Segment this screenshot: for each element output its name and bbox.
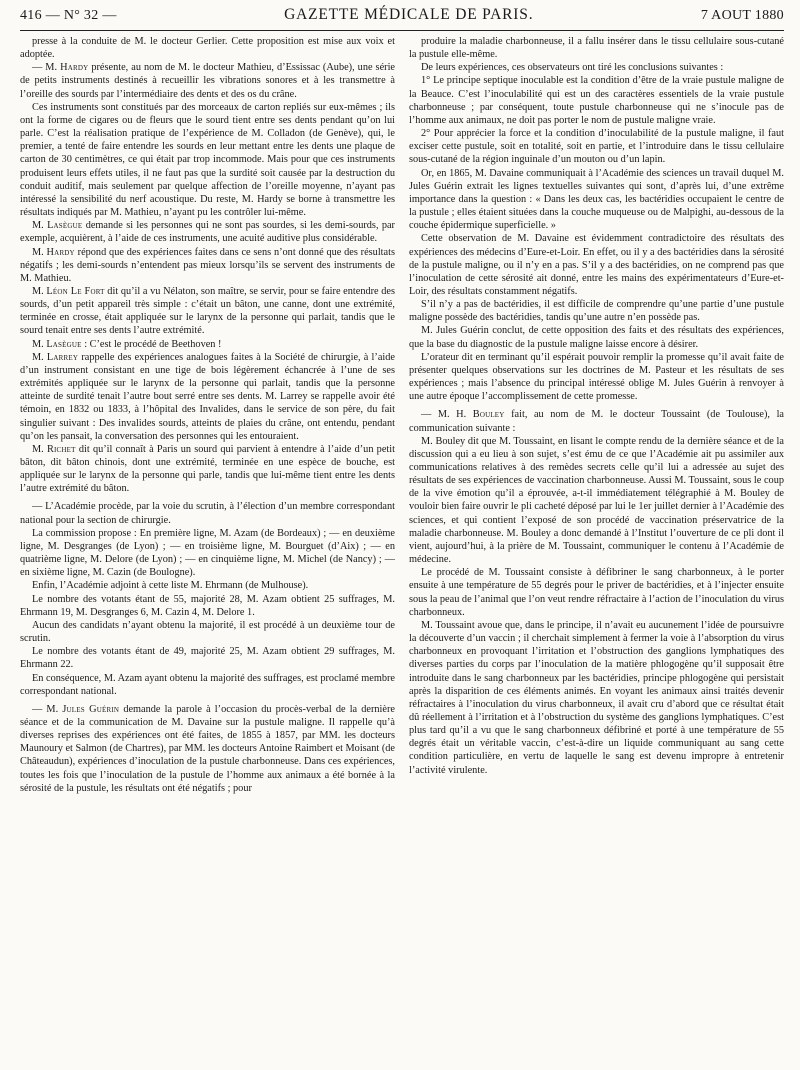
paragraph-text: présente, au nom de M. le docteur Mathieu, d’Essissac (Aube), une série de petits instruments destinés à recueillir les vibrations sonores et à les transmettre à l’oreille des sourds par l’intermédiaire des dents et des os du crâne. xyxy=(20,62,395,100)
speaker-prefix: M. xyxy=(32,351,47,363)
paragraph xyxy=(409,619,784,777)
speaker-prefix: — M. xyxy=(32,62,61,74)
paragraph xyxy=(409,324,784,350)
right-column xyxy=(409,35,784,1061)
speaker-prefix: — M. xyxy=(32,703,63,715)
paragraph xyxy=(20,527,395,580)
paragraph xyxy=(20,61,395,100)
paragraph-text: fait, au nom de M. le docteur Toussaint (de Toulouse), la communication suivante : xyxy=(409,409,784,434)
paragraph-text: Le nombre des votants étant de 55, majorité 28, M. Azam obtient 25 suffrages, M. Ehrmann 19, M. Desgranges 6, M. Cazin 4, M. Delore 1. xyxy=(20,593,395,618)
paragraph-text: De leurs expériences, ces observateurs ont tiré les conclusions suivantes : xyxy=(421,62,724,74)
paragraph-text: répond que des expériences faites dans ce sens n’ont donné que des résultats négatifs ; les demi-sourds n’entendent pas mieux lorsqu’ils se servent des instruments de M. Mathieu. xyxy=(20,246,395,284)
paragraph xyxy=(409,74,784,127)
page-header xyxy=(20,6,784,28)
journal-title: GAZETTE MÉDICALE DE PARIS. xyxy=(284,6,534,23)
issue-date: 7 AOUT 1880 xyxy=(700,8,784,23)
paragraph xyxy=(409,435,784,567)
paragraph xyxy=(20,219,395,245)
speaker-prefix: — M. H. xyxy=(421,409,473,421)
speaker-prefix: M. xyxy=(32,338,47,350)
paragraph-text: Le procédé de M. Toussaint consiste à défibriner le sang charbonneux, à le porter ensuite à une température de 55 degrés pour le priver de bactéridies, et à l’injecter ensuite sous la peau de l’animal que l’on veut rendre réfractaire à l’action de l’inoculation du virus charbonneux. xyxy=(409,567,784,618)
paragraph xyxy=(20,593,395,619)
paragraph-text: Ces instruments sont constitués par des morceaux de carton repliés sur eux-mêmes ; ils ont la forme de cigares ou de fleurs que le sourd tient entre ses dents pendant qu’on lui parle. C’est la réalisation pratique de l’expérience de M. Colladon (de Genève), qui, le premier, a tenté de faire entendre les sourds en leur mettant entre les dents une plaque de carton de 30 centimètres, ce qui était par trop incommode. Mais pour que ces instruments produisent leurs effets utiles, il ne faut pas que la surdité soit causée par la destruction du conduit auditif, mais seulement par quelque affection de l’oreille moyenne, n’ayant pas intéressé la sensibilité du nerf acoustique. Du reste, M. Hardy se borne à transmettre les résultats indiqués par M. Mathieu, n’ayant pu les contrôler lui-même. xyxy=(20,101,395,219)
page-number-and-issue: 416 — N° 32 — xyxy=(20,8,117,23)
speaker-name: Jules Guérin xyxy=(62,703,120,715)
paragraph-text: rappelle des expériences analogues faites à la Société de chirurgie, à l’aide d’un instrument consistant en une tige de bois légèrement échancrée à l’une de ses extrémités appliquée sur le larynx de la personne qui parlait, tandis que la personne atteinte de surdité tenait l’autre bout serré entre ses dents. M. Larrey se rappelle avoir été témoin, en 1832 ou 1833, à l’hôpital des Invalides, dans le service de son père, du fait singulier suivant : Des invalides sourds, atteints de plaies du crâne, ont entendu, pendant qu’on les pansait, la conversation des personnes qui les entouraient. xyxy=(20,351,395,442)
paragraph-text: Or, en 1865, M. Davaine communiquait à l’Académie des sciences un travail duquel M. Jules Guérin extrait les lignes textuelles suivantes qui sont, d’après lui, d’une extrême importance dans la question : « Dans les deux cas, les bactéridies occupaient le centre de la pustule ; elles étaient situées dans la couche muqueuse ou de Malpighi, au-dessous de la couche épidermique superficielle. » xyxy=(409,167,784,232)
paragraph-text: presse à la conduite de M. le docteur Gerlier. Cette proposition est mise aux voix et adoptée. xyxy=(20,36,395,61)
speaker-name: Léon Le Fort xyxy=(46,285,105,297)
paragraph-text: produire la maladie charbonneuse, il a fallu insérer dans le tissu cellulaire sous-cutané la pustule elle-même. xyxy=(409,36,784,61)
paragraph-text: demande la parole à l’occasion du procès-verbal de la dernière séance et de la communication de M. Davaine sur la pustule maligne. Il rappelle qu’à diverses reprises des expériences ont été faites, de 1855 à 1857, par MM. les docteurs Maunoury et Salmon (de Chartres), par MM. les docteurs Antoine Raimbert et Moisant (de Châteaudun), expériences d’inoculation de la pustule charbonneuse. Dans ces expériences, toutes les fois que l’inoculation de la pustule de l’homme aux animaux a été bornée à la sérosité de la pustule, les résultats ont été négatifs ; pour xyxy=(20,703,395,794)
speaker-name: Hardy xyxy=(46,246,75,258)
paragraph xyxy=(409,566,784,619)
left-column xyxy=(20,35,395,1061)
paragraph xyxy=(20,579,395,592)
paragraph-text: 1° Le principe septique inoculable est la condition d’être de la vraie pustule maligne de la Beauce. C’est l’inoculabilité qui est un des caractères essentiels de la vraie pustule charbonneuse ; par conséquent, toute pustule charbonneuse qui ne s’inocule pas de l’homme aux animaux, ne doit pas porter le nom de pustule maligne vraie. xyxy=(409,75,784,126)
speaker-name: Bouley xyxy=(472,409,505,421)
paragraph-text: Enfin, l’Académie adjoint à cette liste M. Ehrmann (de Mulhouse). xyxy=(32,580,309,592)
paragraph-text: Cette observation de M. Davaine est évidemment contradictoire des résultats des expériences des médecins d’Eure-et-Loir. En effet, ou il y a des bactéridies dans la sérosité de la pustule maligne, ou il n’y en a pas. S’il y a des bactéridies, on ne comprend pas que l’inoculation de cette sérosité ait donné, entre les mains des expérimentateurs d’Eure-et-Loir, des résultats constamment négatifs. xyxy=(409,233,784,297)
paragraph-text: Aucun des candidats n’ayant obtenu la majorité, il est procédé à un deuxième tour de scrutin. xyxy=(20,619,395,645)
paragraph-text: L’orateur dit en terminant qu’il espérait pouvoir remplir la promesse qu’il avait faite de présenter quelques observations sur les doctrines de M. Pasteur et les résultats de ses expériences ; mais l’absence du principal intéressé oblige M. Jules Guérin à renvoyer à une autre époque l’accomplissement de cette promesse. xyxy=(409,351,784,403)
paragraph xyxy=(20,500,395,526)
paragraph-text: demande si les personnes qui ne sont pas sourdes, si les demi-sourds, par exemple, acquièrent, à l’aide de ces instruments, une acuité auditive plus considérable. xyxy=(20,220,395,245)
paragraph xyxy=(409,127,784,166)
paragraph xyxy=(409,298,784,324)
paragraph-text: dit qu’il connaît à Paris un sourd qui parvient à entendre à l’aide d’un petit bâton, dit bâton chinois, dont une extrémité, terminée en une espèce de bouche, est appliquée sur le larynx de la personne qui parle, tandis que lui-même tient entre les dents l’autre extrémité du bâton. xyxy=(20,443,395,495)
article-columns xyxy=(20,35,784,1061)
paragraph-text: M. Toussaint avoue que, dans le principe, il n’avait eu aucunement l’idée de poursuivre la découverte d’un vaccin ; il cherchait simplement à fermer la voie à l’absorption du virus charbonneux en provoquant l’irritation et l’obstruction des ganglions lymphatiques des diverses parties du corps par l’inoculation de la matière phlogogène qu’il supposait être introduite dans le sang charbonneux par les bactéridies, principe phlogogène qui persistait après la disparition de ces éléments animés. En voyant les animaux ainsi traités devenir réfractaires à l’inoculation du virus charbonneux, il avait cru d’abord que ce résultat était dû réellement à l’irritation et à l’obstruction du système des ganglions lymphatiques. C’est plus tard qu’il a vu que le sang charbonneux défibriné et porté à une température de 55 degrés était un véritable vaccin, c’est-à-dire un liquide communiquant au sang cette condition particulière, en vertu de laquelle le sang est devenu impropre à entretenir l’activité virulente. xyxy=(409,619,784,776)
paragraph xyxy=(20,443,395,496)
speaker-name: Larrey xyxy=(46,351,79,363)
speaker-prefix: M. xyxy=(32,443,47,455)
paragraph xyxy=(409,167,784,233)
paragraph xyxy=(20,645,395,671)
speaker-prefix: M. xyxy=(32,220,48,232)
paragraph-text: — L’Académie procède, par la voie du scrutin, à l’élection d’un membre correspondant national pour la section de chirurgie. xyxy=(20,501,395,526)
paragraph xyxy=(409,351,784,404)
paragraph-text: M. Bouley dit que M. Toussaint, en lisant le compte rendu de la dernière séance et de la discussion qui a eu lieu à son sujet, s’est ému de ce que l’Académie ait pu assimiler aux communications relatives à des remèdes secrets celle qu’il lui a adressée au sujet des résultats de ses expériences de vaccination charbonneuse. Aussi M. Toussaint, sous le coup de la vive émotion qu’il a éprouvée, a-t-il immédiatement télégraphié à M. Bouley de vouloir bien faire ouvrir le pli cacheté déposé par lui le 1er juillet dernier à l’Académie des sciences, et qui contient l’exposé de son procédé de vaccination préservatrice de la maladie charbonneuse. M. Bouley a donc demandé à l’Institut l’ouverture de ce pli dont il vient, aujourd’hui, à la prière de M. Toussaint, communiquer le contenu à l’Académie de médecine. xyxy=(409,435,784,566)
paragraph-text: Le nombre des votants étant de 49, majorité 25, M. Azam obtient 29 suffrages, M. Ehrmann 22. xyxy=(20,646,395,671)
paragraph xyxy=(20,101,395,219)
paragraph-text: dit qu’il a vu Nélaton, son maître, se servir, pour se faire entendre des sourds, d’un petit appareil très simple : c’était un bâton, une canne, dont une extrémité, terminée en crosse, était appliquée sur le larynx de la personne qui parlait, tandis que le sourd tenait entre ses dents l’autre extrémité. xyxy=(20,285,395,337)
paragraph-text: En conséquence, M. Azam ayant obtenu la majorité des suffrages, est proclamé membre correspondant national. xyxy=(20,672,395,697)
paragraph xyxy=(409,408,784,434)
paragraph xyxy=(409,35,784,61)
paragraph xyxy=(20,672,395,698)
paragraph-text: La commission propose : En première ligne, M. Azam (de Bordeaux) ; — en deuxième ligne, M. Desgranges (de Lyon) ; — en troisième ligne, M. Bourguet (d’Aix) ; — en quatrième ligne, M. Delore (de Lyon) ; — en cinquième ligne, M. Michel (de Nancy) ; — en sixième ligne, M. Cazin (de Boulogne). xyxy=(20,527,395,579)
paragraph-text: S’il n’y a pas de bactéridies, il est difficile de comprendre qu’une partie d’une pustule maligne possède des bactéridies, tandis qu’une autre n’en possède pas. xyxy=(409,299,784,324)
paragraph xyxy=(409,232,784,298)
paragraph xyxy=(20,246,395,285)
paragraph xyxy=(20,285,395,338)
paragraph xyxy=(20,35,395,61)
paragraph-text: : C’est le procédé de Beethoven ! xyxy=(81,338,222,350)
speaker-name: Lasègue xyxy=(47,220,83,232)
header-rule xyxy=(20,30,784,31)
paragraph xyxy=(20,351,395,443)
paragraph xyxy=(20,703,395,795)
speaker-name: Hardy xyxy=(60,62,89,74)
speaker-name: Lasègue xyxy=(46,338,82,350)
paragraph-text: M. Jules Guérin conclut, de cette opposition des faits et des résultats des expériences, que la base du diagnostic de la pustule maligne laisse encore à désirer. xyxy=(409,325,784,350)
paragraph-text: 2° Pour apprécier la force et la condition d’inoculabilité de la pustule maligne, il faut exciser cette pustule, soit en totalité, soit en partie, et l’introduire dans le tissu cellulaire sous-cutané de la région inguinale d’un mouton ou d’un lapin. xyxy=(409,128,784,166)
speaker-name: Richet xyxy=(46,443,76,455)
paragraph xyxy=(20,619,395,645)
paragraph xyxy=(20,338,395,351)
speaker-prefix: M. xyxy=(32,246,47,258)
speaker-prefix: M. xyxy=(32,285,47,297)
paragraph xyxy=(409,61,784,74)
